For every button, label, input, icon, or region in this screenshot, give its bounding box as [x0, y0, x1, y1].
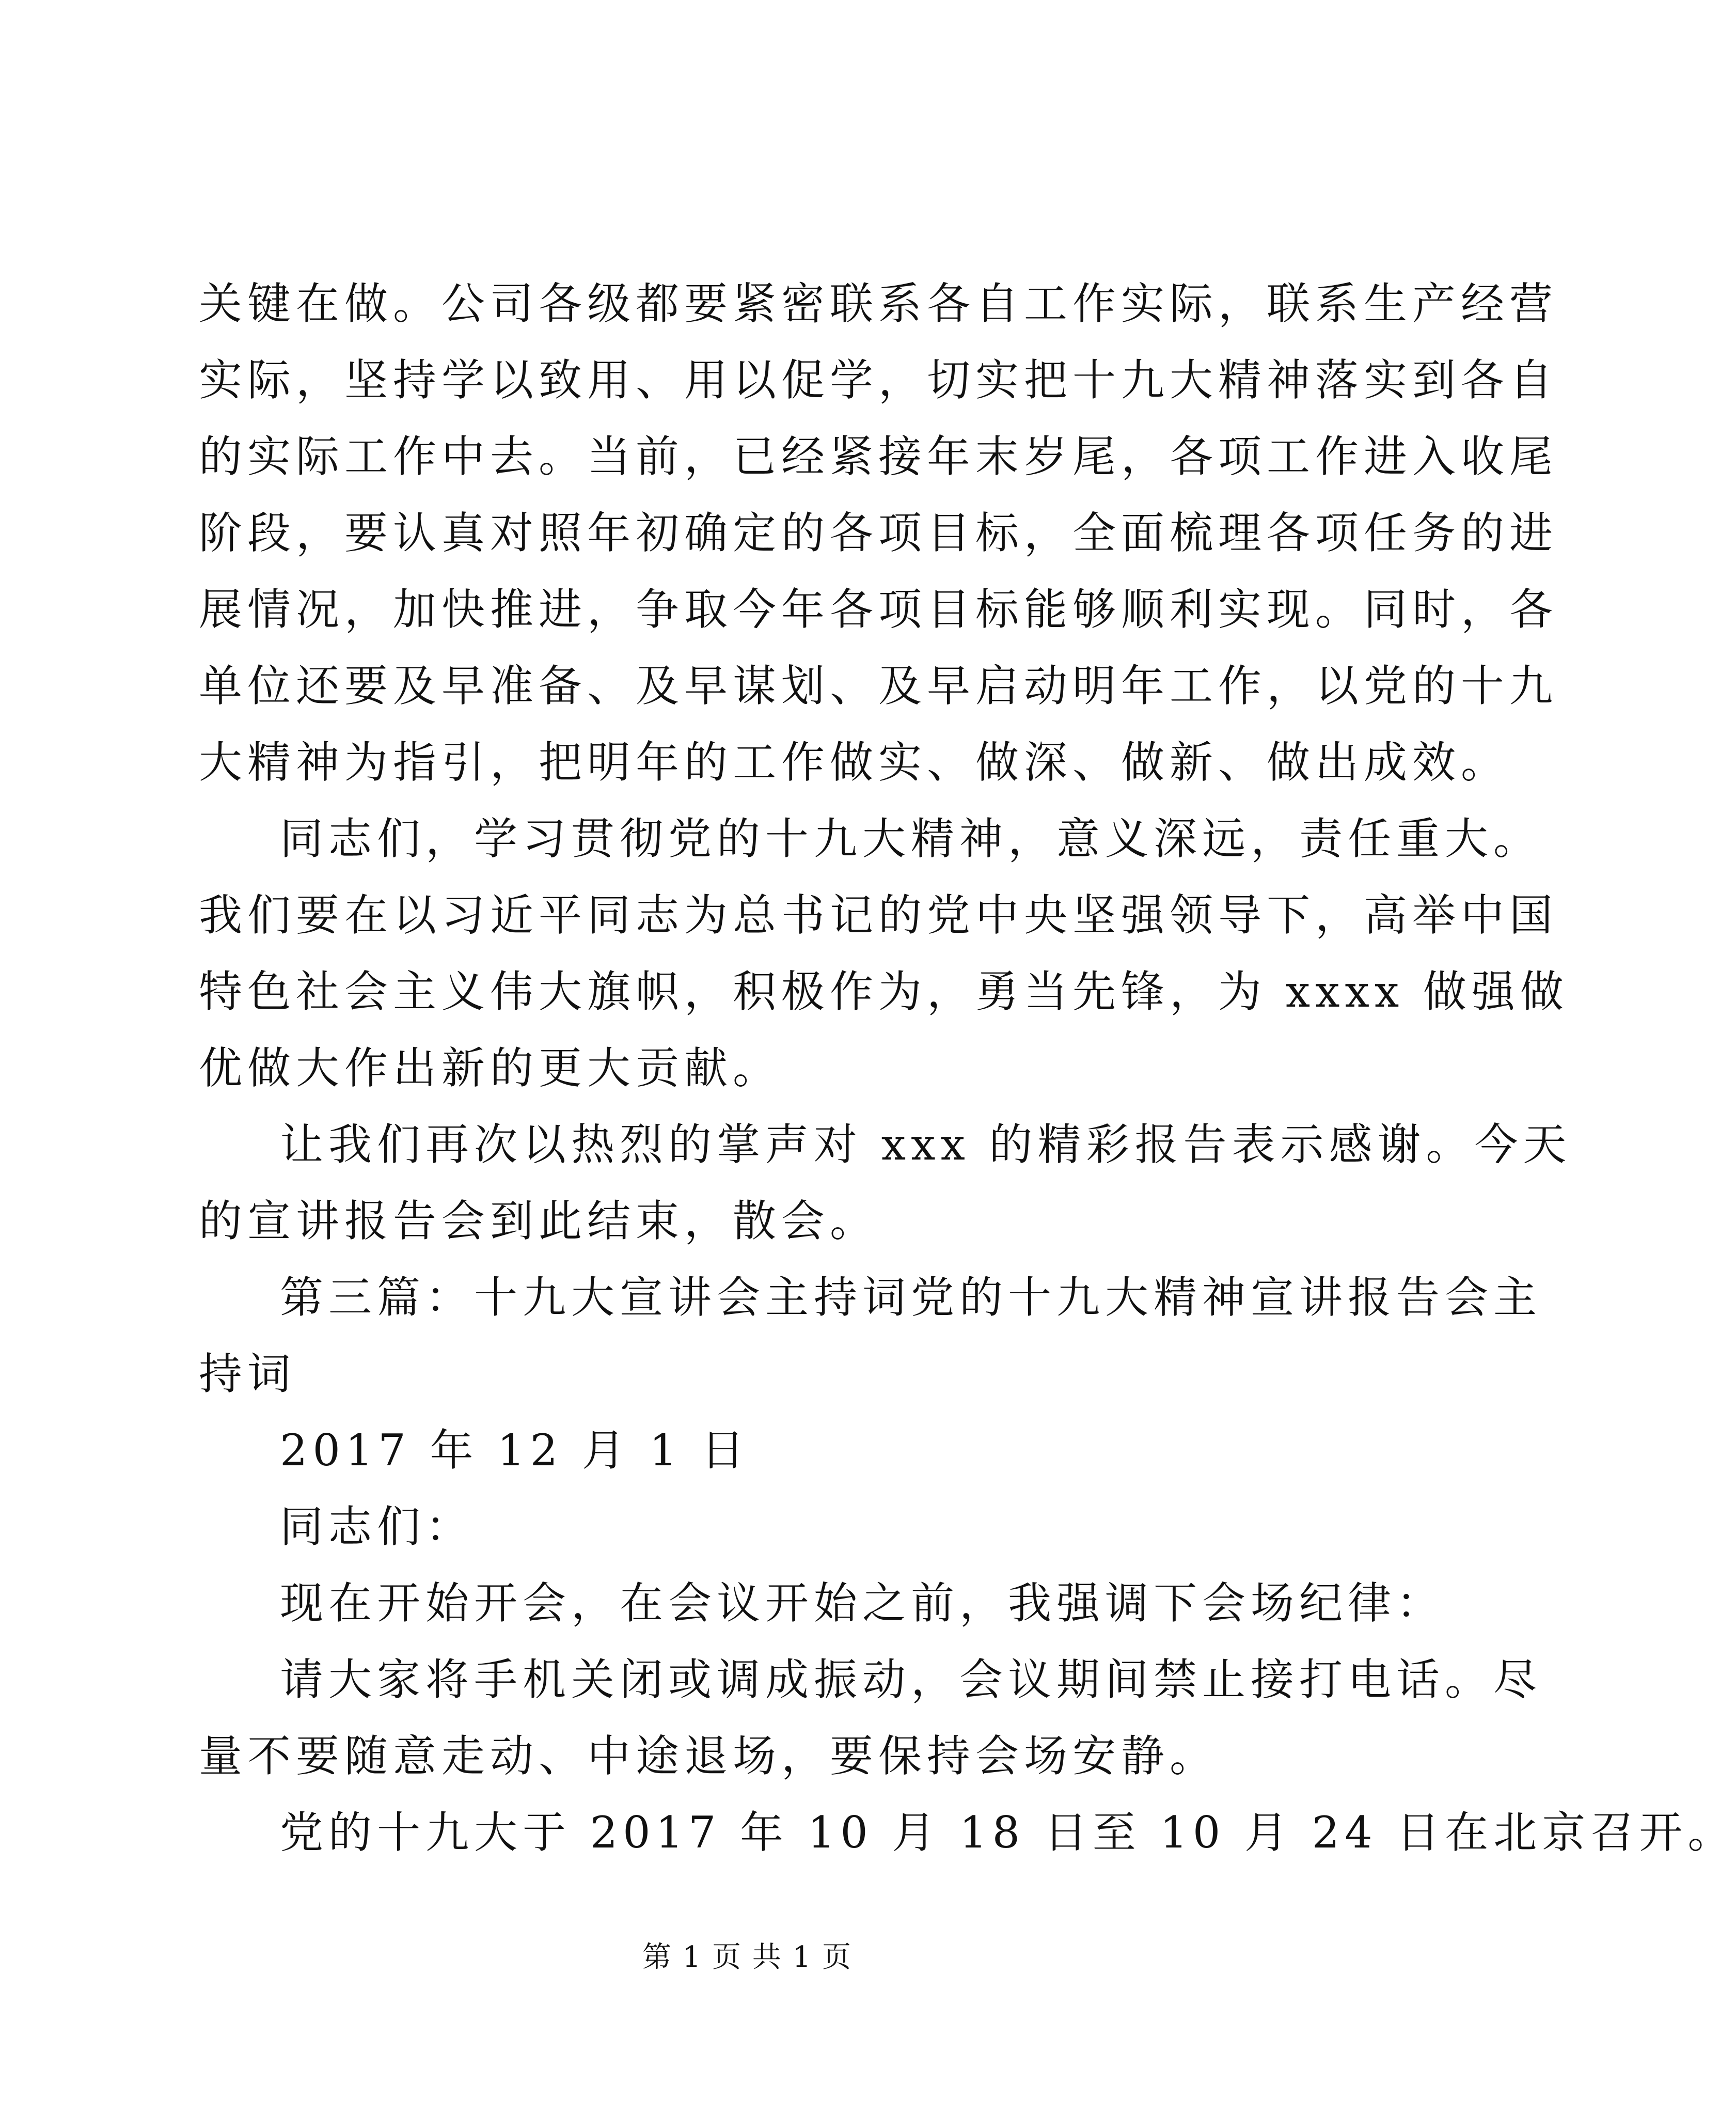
body-line: 我们要在以习近平同志为总书记的党中央坚强领导下，高举中国: [199, 890, 1558, 941]
paragraph-start-line: 现在开始开会，在会议开始之前，我强调下会场纪律：: [280, 1578, 1445, 1628]
page-footer: 第 1 页 共 1 页: [642, 1940, 853, 1974]
body-line: 展情况，加快推进，争取今年各项目标能够顺利实现。同时，各: [199, 584, 1558, 635]
section-heading-continued: 持词: [199, 1349, 296, 1399]
body-line: 的宣讲报告会到此结束，散会。: [199, 1196, 879, 1246]
section-heading: 第三篇：十九大宣讲会主持词党的十九大精神宣讲报告会主: [280, 1272, 1542, 1323]
body-line: 的实际工作中去。当前，已经紧接年末岁尾，各项工作进入收尾: [199, 431, 1558, 482]
body-line: 关键在做。公司各级都要紧密联系各自工作实际，联系生产经营: [199, 278, 1558, 329]
body-line: 特色社会主义伟大旗帜，积极作为，勇当先锋，为 xxxx 做强做: [199, 966, 1569, 1017]
date-line: 2017 年 12 月 1 日: [280, 1425, 750, 1476]
paragraph-start-line: 让我们再次以热烈的掌声对 xxx 的精彩报告表示感谢。今天: [280, 1119, 1572, 1170]
paragraph-start-line: 同志们，学习贯彻党的十九大精神，意义深远，责任重大。: [280, 813, 1542, 864]
paragraph-start-line: 党的十九大于 2017 年 10 月 18 日至 10 月 24 日在北京召开。: [280, 1807, 1736, 1858]
body-line: 阶段，要认真对照年初确定的各项目标，全面梳理各项任务的进: [199, 508, 1558, 558]
body-line: 优做大作出新的更大贡献。: [199, 1043, 782, 1093]
body-line: 量不要随意走动、中途退场，要保持会场安静。: [199, 1731, 1219, 1781]
body-line: 大精神为指引，把明年的工作做实、做深、做新、做出成效。: [199, 737, 1510, 788]
paragraph-start-line: 请大家将手机关闭或调成振动，会议期间禁止接打电话。尽: [280, 1654, 1542, 1705]
body-line: 单位还要及早准备、及早谋划、及早启动明年工作，以党的十九: [199, 661, 1558, 711]
body-line: 实际，坚持学以致用、用以促学，切实把十九大精神落实到各自: [199, 355, 1558, 405]
salutation-line: 同志们：: [280, 1501, 475, 1552]
